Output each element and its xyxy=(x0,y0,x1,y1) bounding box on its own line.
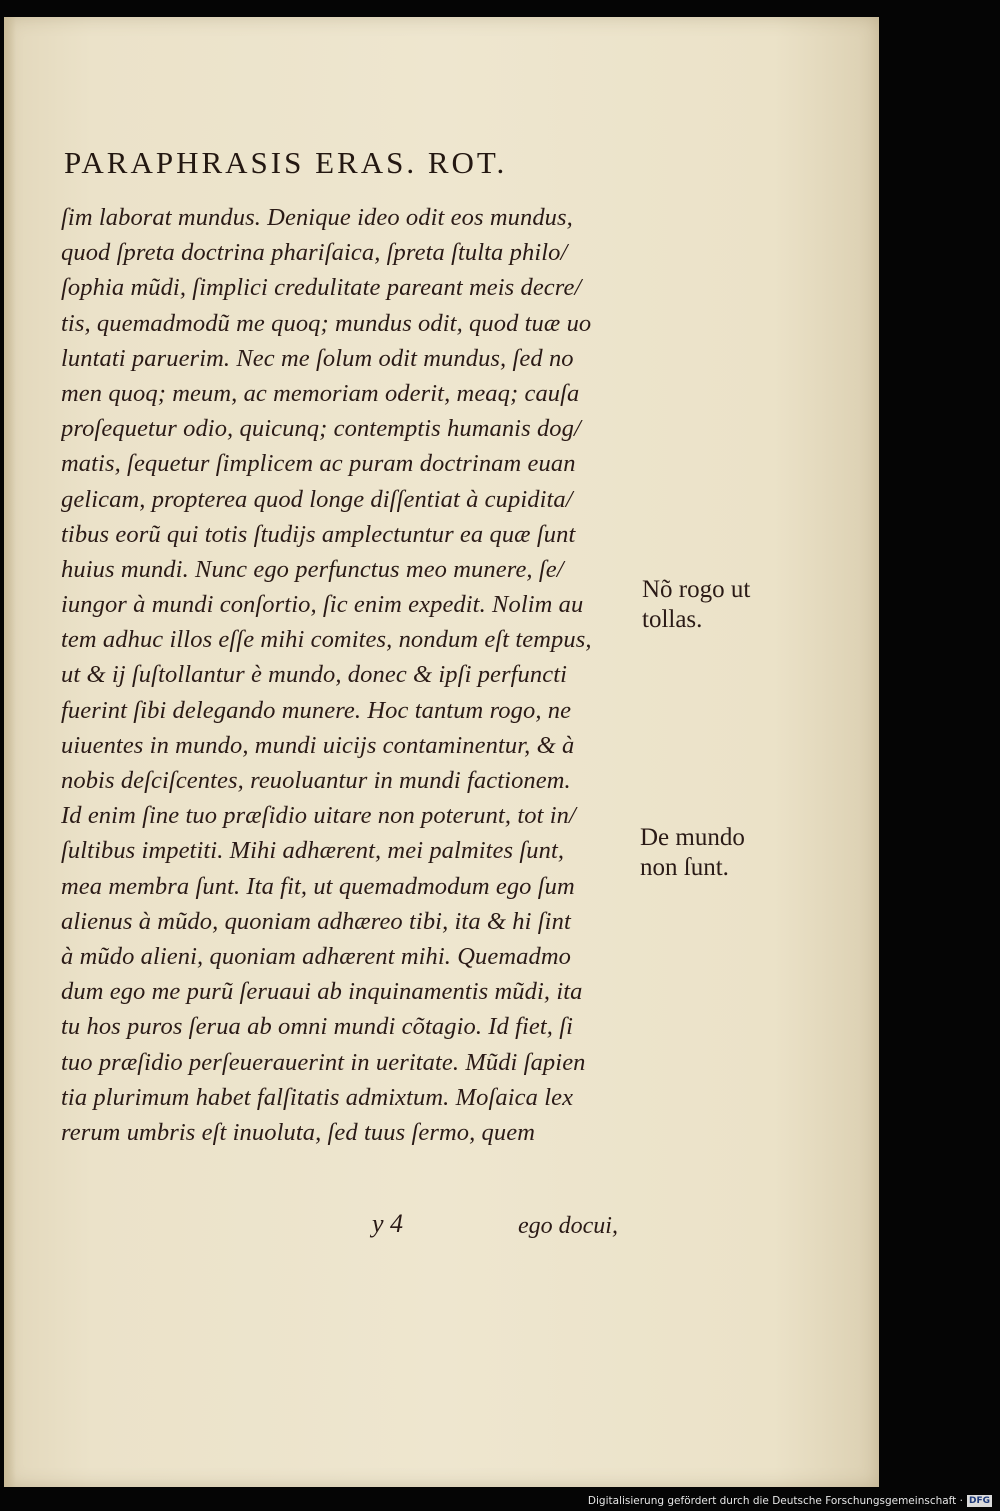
marginal-note-line: De mundo xyxy=(640,824,745,851)
text-line: iungor à mundi conſortio, ſic enim expedit. Nolim au xyxy=(61,591,584,619)
text-line: Id enim ſine tuo præſidio uitare non poterunt, tot in/ xyxy=(61,802,576,830)
text-line: tis, quemadmodũ me quoq; mundus odit, quod tuæ uo xyxy=(61,309,592,337)
text-line: mea membra ſunt. Ita fit, ut quemadmodum ego ſum xyxy=(61,872,575,900)
marginal-note-line: Nõ rogo ut xyxy=(642,576,751,603)
text-line: à mũdo alieni, quoniam adhærent mihi. Quemadmo xyxy=(61,942,571,970)
running-head: PARAPHRASIS ERAS. ROT. xyxy=(64,145,508,180)
marginal-note-line: non ſunt. xyxy=(640,854,729,881)
funding-credit-text: Digitalisierung gefördert durch die Deutsche Forschungsgemeinschaft · xyxy=(587,1495,963,1507)
text-line: huius mundi. Nunc ego perfunctus meo munere, ſe/ xyxy=(61,555,564,583)
text-line: quod ſpreta doctrina phariſaica, ſpreta ſtulta philo/ xyxy=(61,239,568,267)
funding-credit xyxy=(588,1495,992,1507)
text-line: tu hos puros ſerua ab omni mundi cõtagio. Id fiet, ſi xyxy=(61,1013,574,1041)
text-line: proſequetur odio, quicunq; contemptis humanis dog/ xyxy=(61,415,581,443)
text-line: tuo præſidio perſeuerauerint in ueritate. Mũdi ſapien xyxy=(61,1048,586,1076)
text-line: alienus à mũdo, quoniam adhæreo tibi, ita & hi ſint xyxy=(61,907,571,935)
text-line: uiuentes in mundo, mundi uicijs contaminentur, & à xyxy=(61,731,575,759)
dfg-logo-icon: DFG xyxy=(968,1496,990,1506)
marginal-note xyxy=(642,575,750,635)
book-page xyxy=(4,17,879,1487)
marginal-note xyxy=(640,823,745,883)
catchword: ego docui, xyxy=(518,1213,618,1239)
text-line: matis, ſequetur ſimplicem ac puram doctrinam euan xyxy=(61,450,576,478)
text-line: tem adhuc illos eſſe mihi comites, nondum eſt tempus, xyxy=(61,626,592,654)
marginal-note-line: tollas. xyxy=(642,606,703,633)
text-line: fuerint ſibi delegando munere. Hoc tantum rogo, ne xyxy=(61,696,572,724)
text-line: gelicam, propterea quod longe diſſentiat à cupidita/ xyxy=(61,485,573,513)
text-line: dum ego me purũ ſeruaui ab inquinamentis mũdi, ita xyxy=(61,978,583,1006)
body-text xyxy=(61,200,651,1150)
text-line: tibus eorũ qui totis ſtudijs amplectuntur ea quæ ſunt xyxy=(61,520,576,548)
text-line: tia plurimum habet falſitatis admixtum. Moſaica lex xyxy=(61,1083,574,1111)
text-line: ſim laborat mundus. Denique ideo odit eos mundus, xyxy=(61,204,573,231)
text-line: luntati paruerim. Nec me ſolum odit mundus, ſed no xyxy=(61,344,574,372)
text-line: ſultibus impetiti. Mihi adhærent, mei palmites ſunt, xyxy=(61,837,565,865)
text-line: rerum umbris eſt inuoluta, ſed tuus ſermo, quem xyxy=(61,1118,536,1146)
text-line: men quoq; meum, ac memoriam oderit, meaq; cauſa xyxy=(61,379,580,407)
text-line: nobis deſciſcentes, reuoluantur in mundi factionem. xyxy=(61,767,571,794)
page-gutter-shadow xyxy=(4,17,16,1487)
text-line: ſophia mũdi, ſimplici credulitate pareant meis decre/ xyxy=(61,274,582,302)
text-line: ut & ij ſuſtollantur è mundo, donec & ipſi perfuncti xyxy=(61,661,568,689)
signature-mark: y 4 xyxy=(372,1209,404,1238)
